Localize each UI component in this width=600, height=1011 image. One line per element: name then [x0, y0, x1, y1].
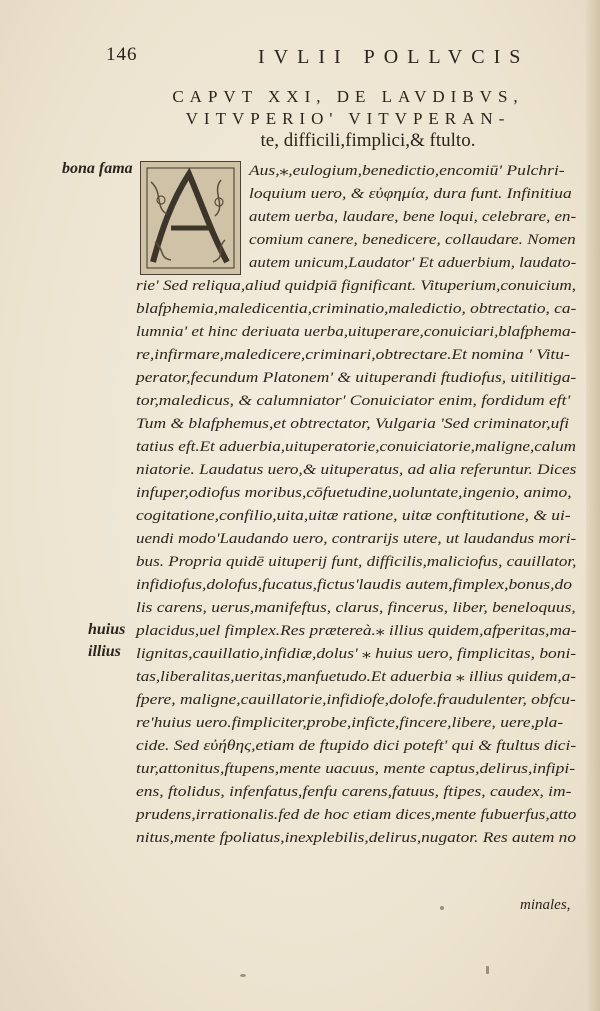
- page-edge-shadow: [586, 0, 600, 1011]
- text-line: lis carens, uerus,manifeftus, clarus, fincerus, liber, beneloquus,: [136, 599, 576, 616]
- text-line: autem unicum,Laudator' Et aduerbium, laudato-: [249, 254, 577, 271]
- text-line: bus. Propria quidē uituperij funt, difficilis,maliciofus, cauillator,: [136, 553, 577, 570]
- text-line: nitus,mente fpoliatus,inexplebilis,delirus,nugator. Res autem no: [136, 829, 576, 846]
- decorated-initial-art: [141, 162, 240, 274]
- decorated-initial: [140, 161, 241, 275]
- text-line: rie' Sed reliqua,aliud quidpiā fignificant. Vituperium,conuicium,: [136, 277, 577, 294]
- ink-speck: [440, 906, 444, 910]
- ink-speck: [240, 974, 246, 977]
- text-line: ens, ftolidus, infenfatus,fenfu carens,fatuus, ftipes, caudex, im-: [136, 783, 572, 800]
- page-number: 146: [106, 44, 138, 65]
- text-line: lignitas,cauillatio,infidiæ,dolus' ⁎ huius uero, fimplicitas, boni-: [136, 645, 577, 662]
- text-line: infidiofus,dolofus,fucatus,fictus'laudis autem,fimplex,bonus,do: [136, 576, 573, 593]
- text-line: loquium uero, & εὐφημία, dura funt. Infinitiua: [249, 185, 572, 202]
- margin-note-bona-fama: bona fama: [62, 160, 133, 177]
- text-line: niatorie. Laudatus uero,& uituperatus, ad alia referuntur. Dices: [136, 461, 577, 478]
- chapter-heading-line-1: CAPVT XXI, DE LAVDIBVS,: [172, 87, 524, 106]
- text-line: autem uerba, laudare, bene loqui, celebrare, en-: [249, 208, 577, 225]
- text-line: tur,attonitus,ftupens,mente uacuus, mente captus,delirus,infipi-: [136, 760, 576, 777]
- text-line: tatius eft.Et aduerbia,uituperatorie,conuiciatorie,maligne,calum: [136, 438, 577, 455]
- chapter-heading: [118, 86, 578, 152]
- text-line: cide. Sed εὐήθης,etiam de ftupido dici poteft' qui & ftultus dici-: [136, 737, 577, 754]
- text-line: re,infirmare,maledicere,criminari,obtrectare.Et nomina ' Vitu-: [136, 346, 570, 363]
- text-line: Tum & blafphemus,et obtrectator, Vulgaria 'Sed criminator,ufi: [136, 415, 570, 432]
- catchword: minales,: [520, 897, 571, 913]
- text-line: infuper,odiofus moribus,cōfuetudine,uoluntate,ingenio, animo,: [136, 484, 572, 501]
- text-line: placidus,uel fimplex.Res prætereà.⁎ illius quidem,afperitas,ma-: [136, 622, 577, 639]
- margin-note-huius: huius: [88, 621, 126, 638]
- chapter-heading-line-3: te, difficili,fimplici,& ftulto.: [260, 130, 476, 151]
- text-line: tor,maledicus, & calumniator' Conuiciator enim, fordidum eft': [136, 392, 571, 409]
- text-line: tas,liberalitas,ueritas,manfuetudo.Et aduerbia ⁎ illius quidem,a-: [136, 668, 576, 685]
- ink-speck: [486, 966, 489, 974]
- chapter-heading-line-2: VITVPERIO' VITVPERAN-: [185, 109, 511, 128]
- text-line: re'huius uero.fimpliciter,probe,inficte,fincere,libere, uere,pla-: [136, 714, 564, 731]
- running-title: IVLII POLLVCIS: [258, 46, 530, 68]
- text-line: uendi modo'Laudando uero, contrarijs utere, ut laudandus mori-: [136, 530, 577, 547]
- text-line: comium canere, benedicere, collaudare. Nomen: [249, 231, 576, 248]
- text-line: Aus,⁎,eulogium,benedictio,encomiū' Pulchri-: [249, 162, 565, 179]
- text-line: cogitatione,confilio,uita,uitæ ratione, uitæ conftitutione, & ui-: [136, 507, 571, 524]
- margin-note-illius: illius: [88, 643, 121, 660]
- text-line: blafphemia,maledicentia,criminatio,maledictio, obtrectatio, ca-: [136, 300, 577, 317]
- text-line: fpere, maligne,cauillatorie,infidiofe,dolofe.fraudulenter, obfcu-: [136, 691, 576, 708]
- text-line: perator,fecundum Platonem' & uituperandi ftudiofus, uitilitiga-: [136, 369, 577, 386]
- text-line: prudens,irrationalis.fed de hoc etiam dices,mente fubuerfus,atto: [136, 806, 577, 823]
- text-line: lumnia' et hinc deriuata uerba,uituperare,conuiciari,blafphema-: [136, 323, 577, 340]
